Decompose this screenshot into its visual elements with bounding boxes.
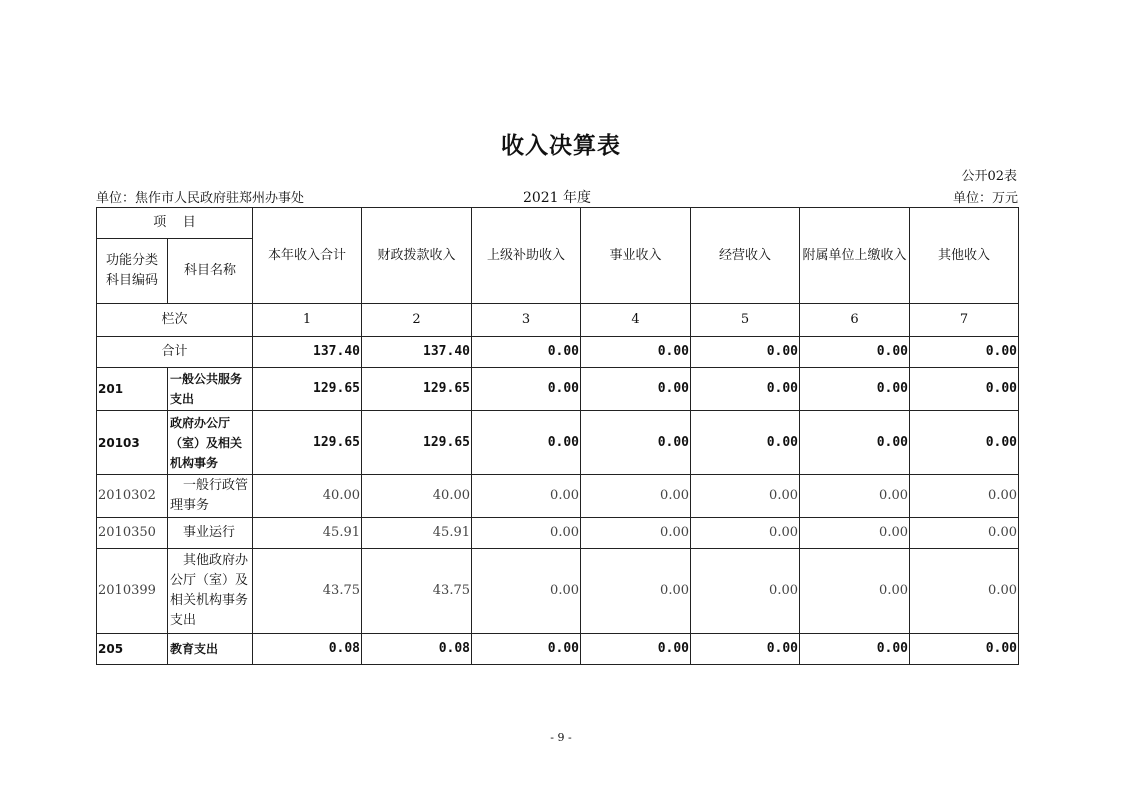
row-code: 2010399 [97, 549, 168, 634]
total-label: 合计 [97, 337, 253, 368]
row-value: 0.00 [581, 368, 691, 411]
row-value: 0.00 [910, 475, 1019, 518]
col-num-1: 1 [253, 304, 362, 337]
header-col-6: 附属单位上缴收入 [800, 208, 910, 304]
row-value: 0.00 [800, 549, 910, 634]
row-value: 43.75 [362, 549, 472, 634]
row-name: 其他政府办公厅（室）及相关机构事务支出 [168, 549, 253, 634]
row-value: 0.00 [581, 634, 691, 665]
col-num-7: 7 [910, 304, 1019, 337]
row-value: 0.00 [581, 411, 691, 475]
header-item: 项 目 [97, 208, 253, 239]
row-name: 政府办公厅（室）及相关机构事务 [168, 411, 253, 475]
row-code: 2010302 [97, 475, 168, 518]
row-value: 40.00 [253, 475, 362, 518]
row-value: 0.00 [691, 634, 800, 665]
row-value: 0.00 [472, 634, 581, 665]
table-row [97, 411, 1019, 475]
total-value: 0.00 [800, 337, 910, 368]
table-row [97, 475, 1019, 518]
row-value: 0.00 [910, 411, 1019, 475]
row-value: 40.00 [362, 475, 472, 518]
row-value: 0.00 [581, 475, 691, 518]
col-num-5: 5 [691, 304, 800, 337]
col-num-2: 2 [362, 304, 472, 337]
row-value: 0.00 [472, 549, 581, 634]
row-value: 0.08 [362, 634, 472, 665]
row-value: 0.00 [691, 475, 800, 518]
row-value: 0.00 [691, 368, 800, 411]
col-num-3: 3 [472, 304, 581, 337]
row-value: 129.65 [253, 411, 362, 475]
row-value: 129.65 [362, 411, 472, 475]
row-label: 栏次 [97, 304, 253, 337]
row-value: 129.65 [253, 368, 362, 411]
row-value: 0.00 [800, 518, 910, 549]
table-row-total [97, 337, 1019, 368]
row-code: 2010350 [97, 518, 168, 549]
row-value: 43.75 [253, 549, 362, 634]
row-name: 一般行政管理事务 [168, 475, 253, 518]
col-num-4: 4 [581, 304, 691, 337]
row-name: 一般公共服务支出 [168, 368, 253, 411]
row-value: 0.00 [472, 475, 581, 518]
page-title: 收入决算表 [501, 133, 621, 159]
row-value: 0.00 [472, 411, 581, 475]
header-col-3: 上级补助收入 [472, 208, 581, 304]
row-value: 45.91 [362, 518, 472, 549]
row-value: 0.00 [910, 518, 1019, 549]
row-value: 129.65 [362, 368, 472, 411]
header-col-1: 本年收入合计 [253, 208, 362, 304]
row-value: 0.00 [800, 634, 910, 665]
row-value: 0.00 [800, 368, 910, 411]
row-value: 0.00 [691, 549, 800, 634]
total-value: 0.00 [472, 337, 581, 368]
header-subject-name: 科目名称 [168, 239, 253, 304]
header-func-code: 功能分类科目编码 [97, 239, 168, 304]
row-value: 0.00 [910, 634, 1019, 665]
col-num-6: 6 [800, 304, 910, 337]
row-name: 事业运行 [168, 518, 253, 549]
form-number: 公开02表 [961, 169, 1017, 184]
total-value: 0.00 [581, 337, 691, 368]
row-value: 0.00 [910, 549, 1019, 634]
table-row [97, 518, 1019, 549]
row-value: 0.08 [253, 634, 362, 665]
meta-row [96, 187, 1018, 205]
table-row [97, 368, 1019, 411]
total-value: 0.00 [910, 337, 1019, 368]
row-value: 0.00 [472, 368, 581, 411]
table-row [97, 549, 1019, 634]
row-name: 教育支出 [168, 634, 253, 665]
currency-unit: 单位：万元 [952, 191, 1018, 206]
row-value: 0.00 [581, 518, 691, 549]
row-code: 205 [97, 634, 168, 665]
row-value: 45.91 [253, 518, 362, 549]
row-value: 0.00 [691, 411, 800, 475]
row-value: 0.00 [472, 518, 581, 549]
row-value: 0.00 [800, 411, 910, 475]
row-value: 0.00 [581, 549, 691, 634]
row-code: 20103 [97, 411, 168, 475]
row-value: 0.00 [691, 518, 800, 549]
total-value: 0.00 [691, 337, 800, 368]
page-number: - 9 - [550, 731, 572, 744]
row-value: 0.00 [800, 475, 910, 518]
row-code: 201 [97, 368, 168, 411]
header-col-7: 其他收入 [910, 208, 1019, 304]
row-value: 0.00 [910, 368, 1019, 411]
income-table [96, 207, 1019, 665]
table-row [97, 634, 1019, 665]
reporting-unit: 单位：焦作市人民政府驻郑州办事处 [96, 191, 305, 206]
fiscal-year: 2021 年度 [522, 190, 592, 206]
header-col-5: 经营收入 [691, 208, 800, 304]
total-value: 137.40 [253, 337, 362, 368]
total-value: 137.40 [362, 337, 472, 368]
header-col-2: 财政拨款收入 [362, 208, 472, 304]
header-col-4: 事业收入 [581, 208, 691, 304]
